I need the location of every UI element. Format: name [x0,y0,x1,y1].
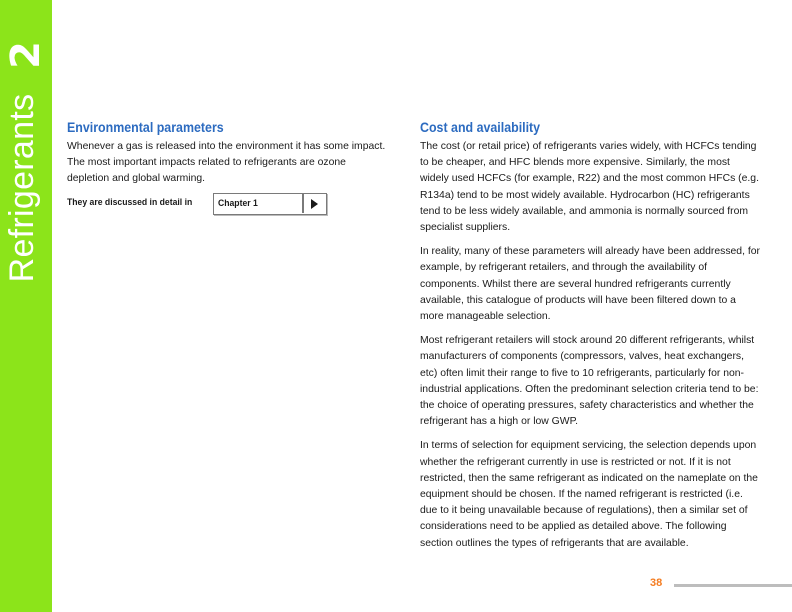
footer-rule [674,584,792,587]
right-column [420,120,760,560]
left-column [67,120,387,222]
environmental-parameters-heading: Environmental parameters [67,120,224,135]
chapter-number: 2 [3,41,49,69]
cost-availability-heading: Cost and availability [420,120,541,135]
cost-paragraph-4: In terms of selection for equipment servicing, the selection depends upon whether the refrigerant currently in use is restricted or not. If it is not restricted, then the same refrigerant as indicated on the nameplate on the equipment should be chosen. If the named refrigerant is restricted (i.e. due to it being unavailable because of regulations), then a similar set of considerations need to be applied as detailed above. The following section outlines the types of refrigerants that are available. [420,440,758,549]
environmental-parameters-paragraph: Whenever a gas is released into the environment it has some impact. The most important impacts related to refrigerants are ozone depletion and global warming. [67,141,386,185]
button-divider [302,194,304,213]
chapter-reference [67,196,387,222]
page-number: 38 [650,577,663,589]
cost-paragraph-2: In reality, many of these parameters will already have been addressed, for example, by refrigerant retailers, and through the availability of components. Whilst there are several hundred refrigerants currently available, this catalogue of products will have been filtered down to a more manageable selection. [420,246,760,323]
section-title: Refrigerants [3,93,41,283]
cost-paragraph-3: Most refrigerant retailers will stock around 20 different refrigerants, whilst manufacturers of components (compressors, valves, heat exchangers, etc) often limit their range to five to 10 refrigerants, particularly for non-industrial applications. Often the predominant selection criteria tend to be: the choice of operating pressures, safety characteristics and whether the refrigerant has a high or low GWP. [420,335,759,428]
play-arrow-icon [311,199,318,209]
chapter-sidebar [0,0,52,612]
reference-text: They are discussed in detail in [67,196,193,208]
cost-paragraph-1: The cost (or retail price) of refrigerants varies widely, with HCFCs tending to be cheaper, and HFC blends more expensive. Similarly, the most widely used HCFCs (for example, R22) and the most common HFCs (e.g. R134a) tend to be most widely available. Hydrocarbon (HC) refrigerants tend to be less widely available, and ammonia is normally sourced from specialist suppliers. [420,141,759,234]
chapter-link-label: Chapter 1 [218,197,258,209]
chapter-1-link-button[interactable] [213,193,327,215]
